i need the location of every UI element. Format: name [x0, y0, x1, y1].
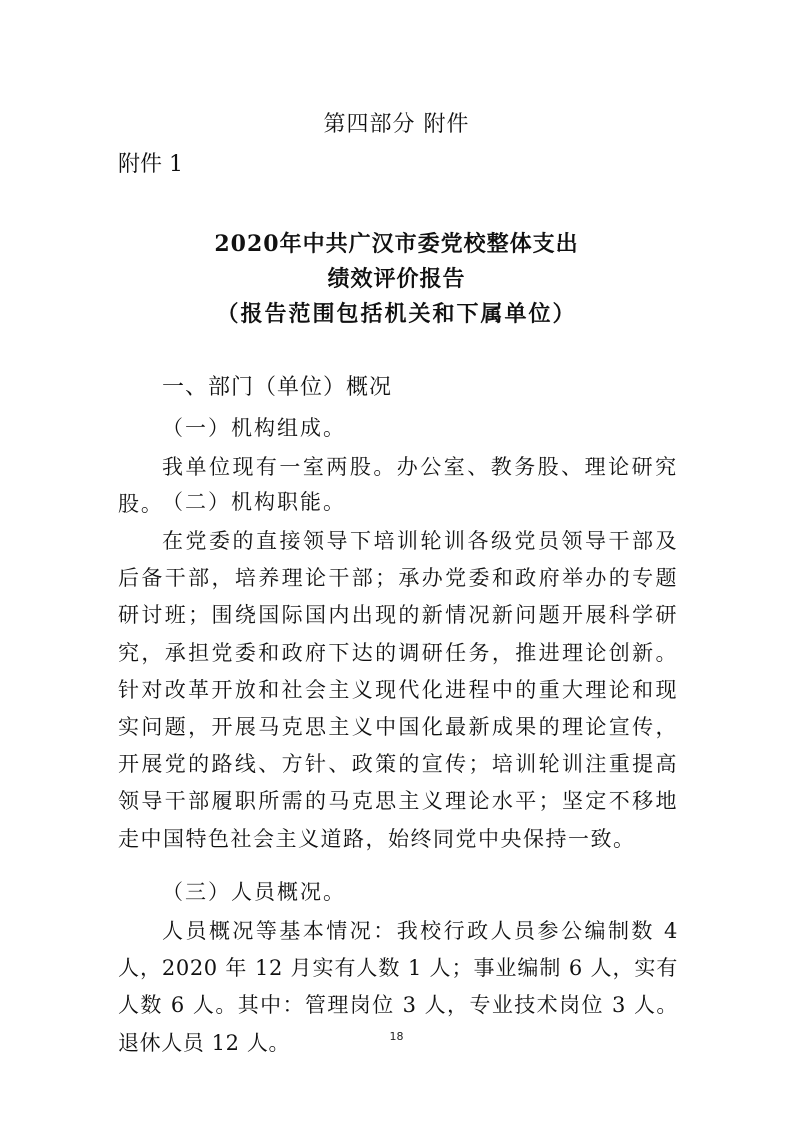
- subsection-heading-organization: （一）机构组成。: [162, 416, 346, 440]
- subsection-heading-personnel: （三）人员概况。: [162, 880, 346, 904]
- report-title-line2: 绩效评价报告: [327, 266, 466, 292]
- paragraph-functions: 在党委的直接领导下培训轮训各级党员领导干部及后备干部，培养理论干部；承办党委和政府举办的专题研讨班；围绕国际国内出现的新情况新问题开展科学研究，承担党委和政府下达的调研任务，推进理论创新。针对改革开放和社会主义现代化进程中的重大理论和现实问题，开展马克思主义中国化最新成果的理论宣传，开展党的路线、方针、政策的宣传；培训轮训注重提高领导干部履职所需的马克思主义理论水平；坚定不移地走中国特色社会主义道路，始终同党中央保持一致。: [118, 529, 678, 851]
- page-number: 18: [389, 1030, 404, 1043]
- paragraph-personnel: 人员概况等基本情况：我校行政人员参公编制数 4 人，2020 年 12 月实有人数 1 人；事业编制 6 人，实有人数 6 人。其中：管理岗位 3 人，专业技术岗位 3 人。退休人员 12 人。: [118, 919, 678, 1055]
- section-heading: 一、部门（单位）概况: [162, 375, 393, 400]
- report-title-line1: 2020年中共广汉市委党校整体支出: [214, 231, 579, 257]
- report-title-line3: （报告范围包括机关和下属单位）: [216, 301, 577, 327]
- subsection-heading-functions: （二）机构职能。: [162, 490, 346, 514]
- part-title: 第四部分 附件: [323, 112, 470, 137]
- attachment-label: 附件 1: [118, 152, 183, 177]
- paragraph-organization: 我单位现有一室两股。办公室、教务股、理论研究股。: [118, 455, 678, 517]
